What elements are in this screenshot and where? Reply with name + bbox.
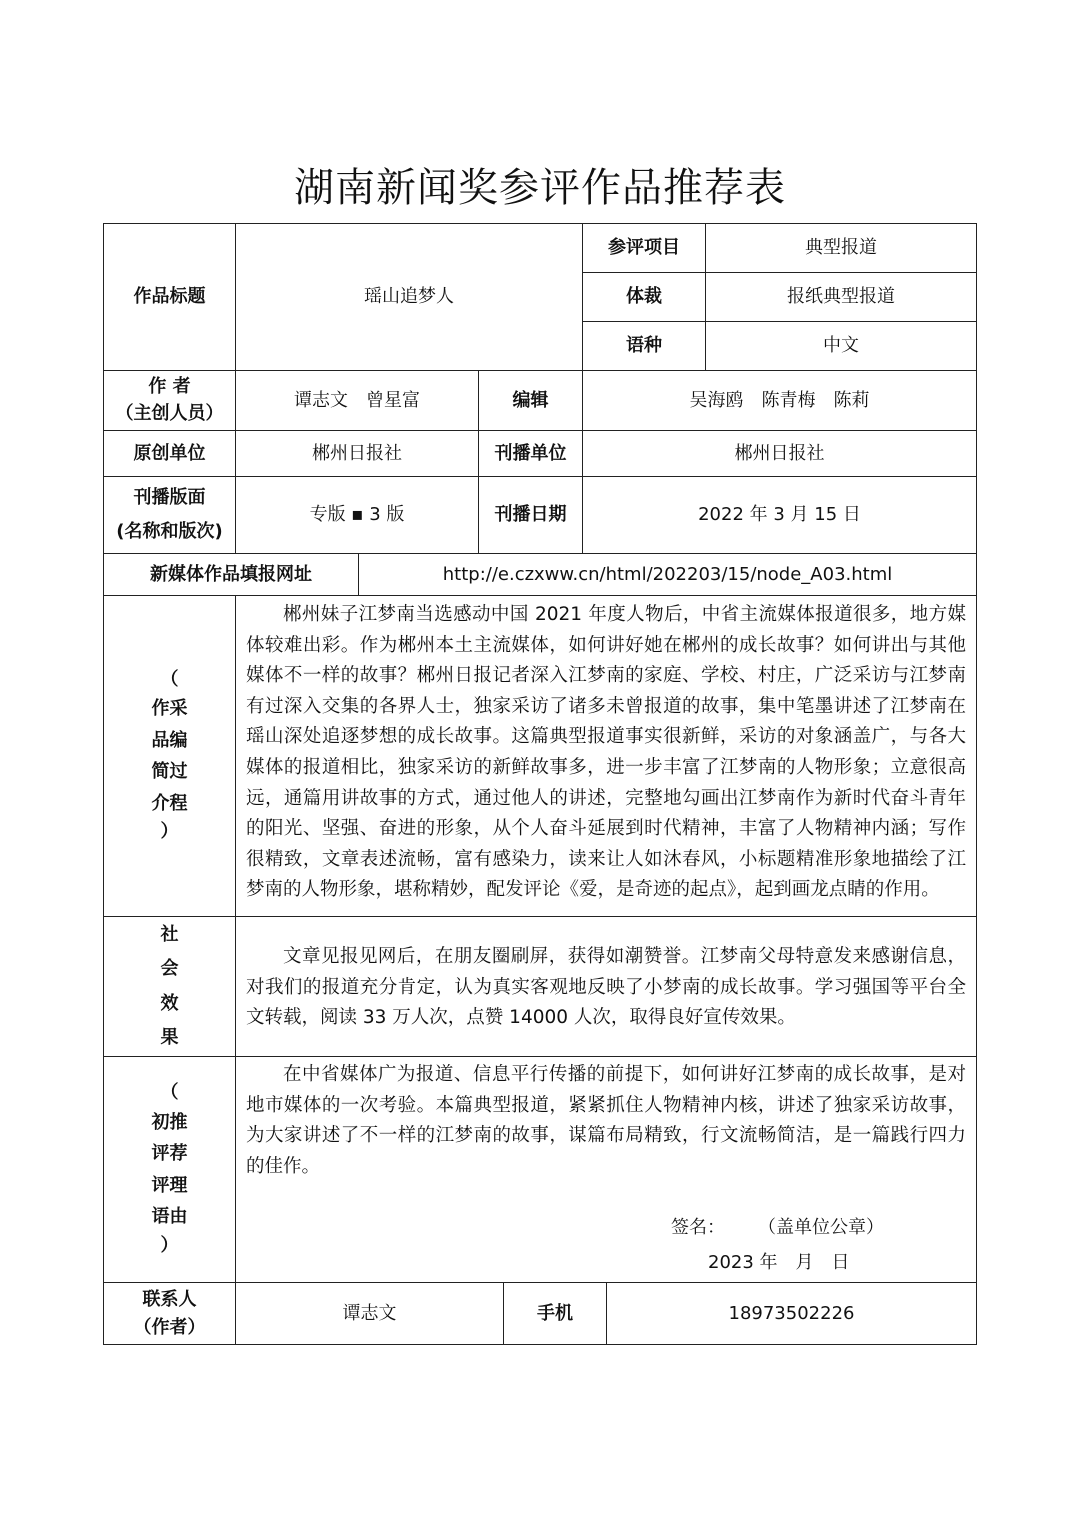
effect-text: 文章见报见网后，在朋友圈刷屏，获得如潮赞誉。江梦南父母特意发来感谢信息，对我们的报道充分肯定，认为真实客观地反映了小梦南的成长故事。学习强国等平台全文转载，阅读 33 万人次，点赞 14000 人次，取得良好宣传效果。 — [246, 946, 966, 1029]
reason-label-line: （ — [160, 1082, 179, 1104]
language-label: 语种 — [582, 321, 706, 371]
process-label-line: 品编 — [151, 729, 188, 751]
reason-label-line: 评荐 — [151, 1143, 188, 1164]
author-label — [103, 370, 236, 431]
url-label: 新媒体作品填报网址 — [103, 553, 359, 596]
reason-label-line: ） — [160, 1234, 179, 1256]
effect-label — [103, 916, 236, 1057]
reason-text-cell — [235, 1056, 977, 1283]
origin-label: 原创单位 — [103, 430, 236, 477]
publisher-value: 郴州日报社 — [582, 430, 977, 477]
effect-label-line: 社 — [160, 924, 179, 946]
author-label-line2: （主创人员） — [115, 402, 224, 424]
page-label — [103, 476, 236, 554]
category-value: 典型报道 — [705, 223, 977, 273]
title-label: 作品标题 — [103, 223, 236, 371]
language-value: 中文 — [705, 321, 977, 371]
contact-label-line1: 联系人 — [142, 1288, 197, 1310]
reason-label-line: 初推 — [151, 1111, 188, 1133]
date-label: 刊播日期 — [478, 476, 583, 554]
page-label-line2: (名称和版次) — [116, 521, 223, 542]
process-text: 郴州妹子江梦南当选感动中国 2021 年度人物后，中省主流媒体报道很多，地方媒体较难出彩。作为郴州本土主流媒体，如何讲好她在郴州的成长故事？如何讲出与其他媒体不一样的故事？郴州日报记者深入江梦南的家庭、学校、村庄，广泛采访与江梦南有过深入交集的各界人士，独家采访了诸多未曾报道的故事，集中笔墨讲述了江梦南在瑶山深处追逐梦想的成长故事。这篇典型报道事实很新鲜，采访的对象涵盖广，与各大媒体的报道相比，独家采访的新鲜故事多，进一步丰富了江梦南的人物形象；立意很高远，通篇用讲故事的方式，通过他人的讲述，完整地勾画出江梦南作为新时代奋斗青年的阳光、坚强、奋进的形象，从个人奋斗延展到时代精神，丰富了人物精神内涵；写作很精致，文章表述流畅，富有感染力，读来让人如沐春风，小标题精准形象地描绘了江梦南的人物形象，堪称精妙，配发评论《爱，是奇迹的起点》，起到画龙点睛的作用。 — [246, 604, 966, 901]
phone-label: 手机 — [503, 1282, 607, 1345]
contact-value: 谭志文 — [235, 1282, 504, 1345]
reason-text: 在中省媒体广为报道、信息平行传播的前提下，如何讲好江梦南的成长故事，是对地市媒体的一次考验。本篇典型报道，紧紧抓住人物精神内核，讲述了独家采访故事，为大家讲述了不一样的江梦南的故事，谋篇布局精致，行文流畅简洁，是一篇践行四力的佳作。 — [246, 1064, 966, 1177]
process-label-line: ） — [160, 821, 179, 842]
editor-value: 吴海鸥 陈青梅 陈莉 — [582, 370, 977, 431]
reason-label-line: 评理 — [151, 1174, 188, 1196]
reason-label — [103, 1056, 236, 1283]
publisher-label: 刊播单位 — [478, 430, 583, 477]
effect-label-line: 果 — [160, 1026, 179, 1048]
signature-label: 签名： — [671, 1217, 725, 1238]
contact-label-line2: （作者） — [133, 1316, 206, 1338]
title-value: 瑶山追梦人 — [235, 223, 583, 371]
sign-date: 2023 年 月 日 — [708, 1252, 850, 1273]
reason-label-line: 语由 — [151, 1206, 188, 1227]
process-label-line: 介程 — [151, 792, 188, 814]
author-value: 谭志文 曾星富 — [235, 370, 479, 431]
page-value: 专版 ▪ 3 版 — [235, 476, 479, 554]
effect-label-line: 效 — [160, 992, 179, 1014]
process-label-line: 作采 — [151, 698, 188, 719]
author-label-line1: 作 者 — [148, 376, 191, 398]
effect-text-cell — [235, 916, 977, 1057]
contact-label — [103, 1282, 236, 1345]
url-value: http://e.czxww.cn/html/202203/15/node_A03.html — [358, 553, 977, 596]
genre-value: 报纸典型报道 — [705, 272, 977, 322]
process-label-line: 简过 — [151, 761, 188, 782]
page-label-line1: 刊播版面 — [133, 486, 206, 508]
process-label-line: （ — [160, 668, 179, 690]
phone-value: 18973502226 — [606, 1282, 977, 1345]
process-text-cell — [235, 595, 977, 917]
seal-label: （盖单位公章） — [758, 1217, 884, 1238]
genre-label: 体裁 — [582, 272, 706, 322]
category-label: 参评项目 — [582, 223, 706, 273]
date-value: 2022 年 3 月 15 日 — [582, 476, 977, 554]
process-label — [103, 595, 236, 917]
page-title: 湖南新闻奖参评作品推荐表 — [294, 165, 786, 211]
effect-label-line: 会 — [160, 958, 179, 980]
origin-value: 郴州日报社 — [235, 430, 479, 477]
editor-label: 编辑 — [478, 370, 583, 431]
